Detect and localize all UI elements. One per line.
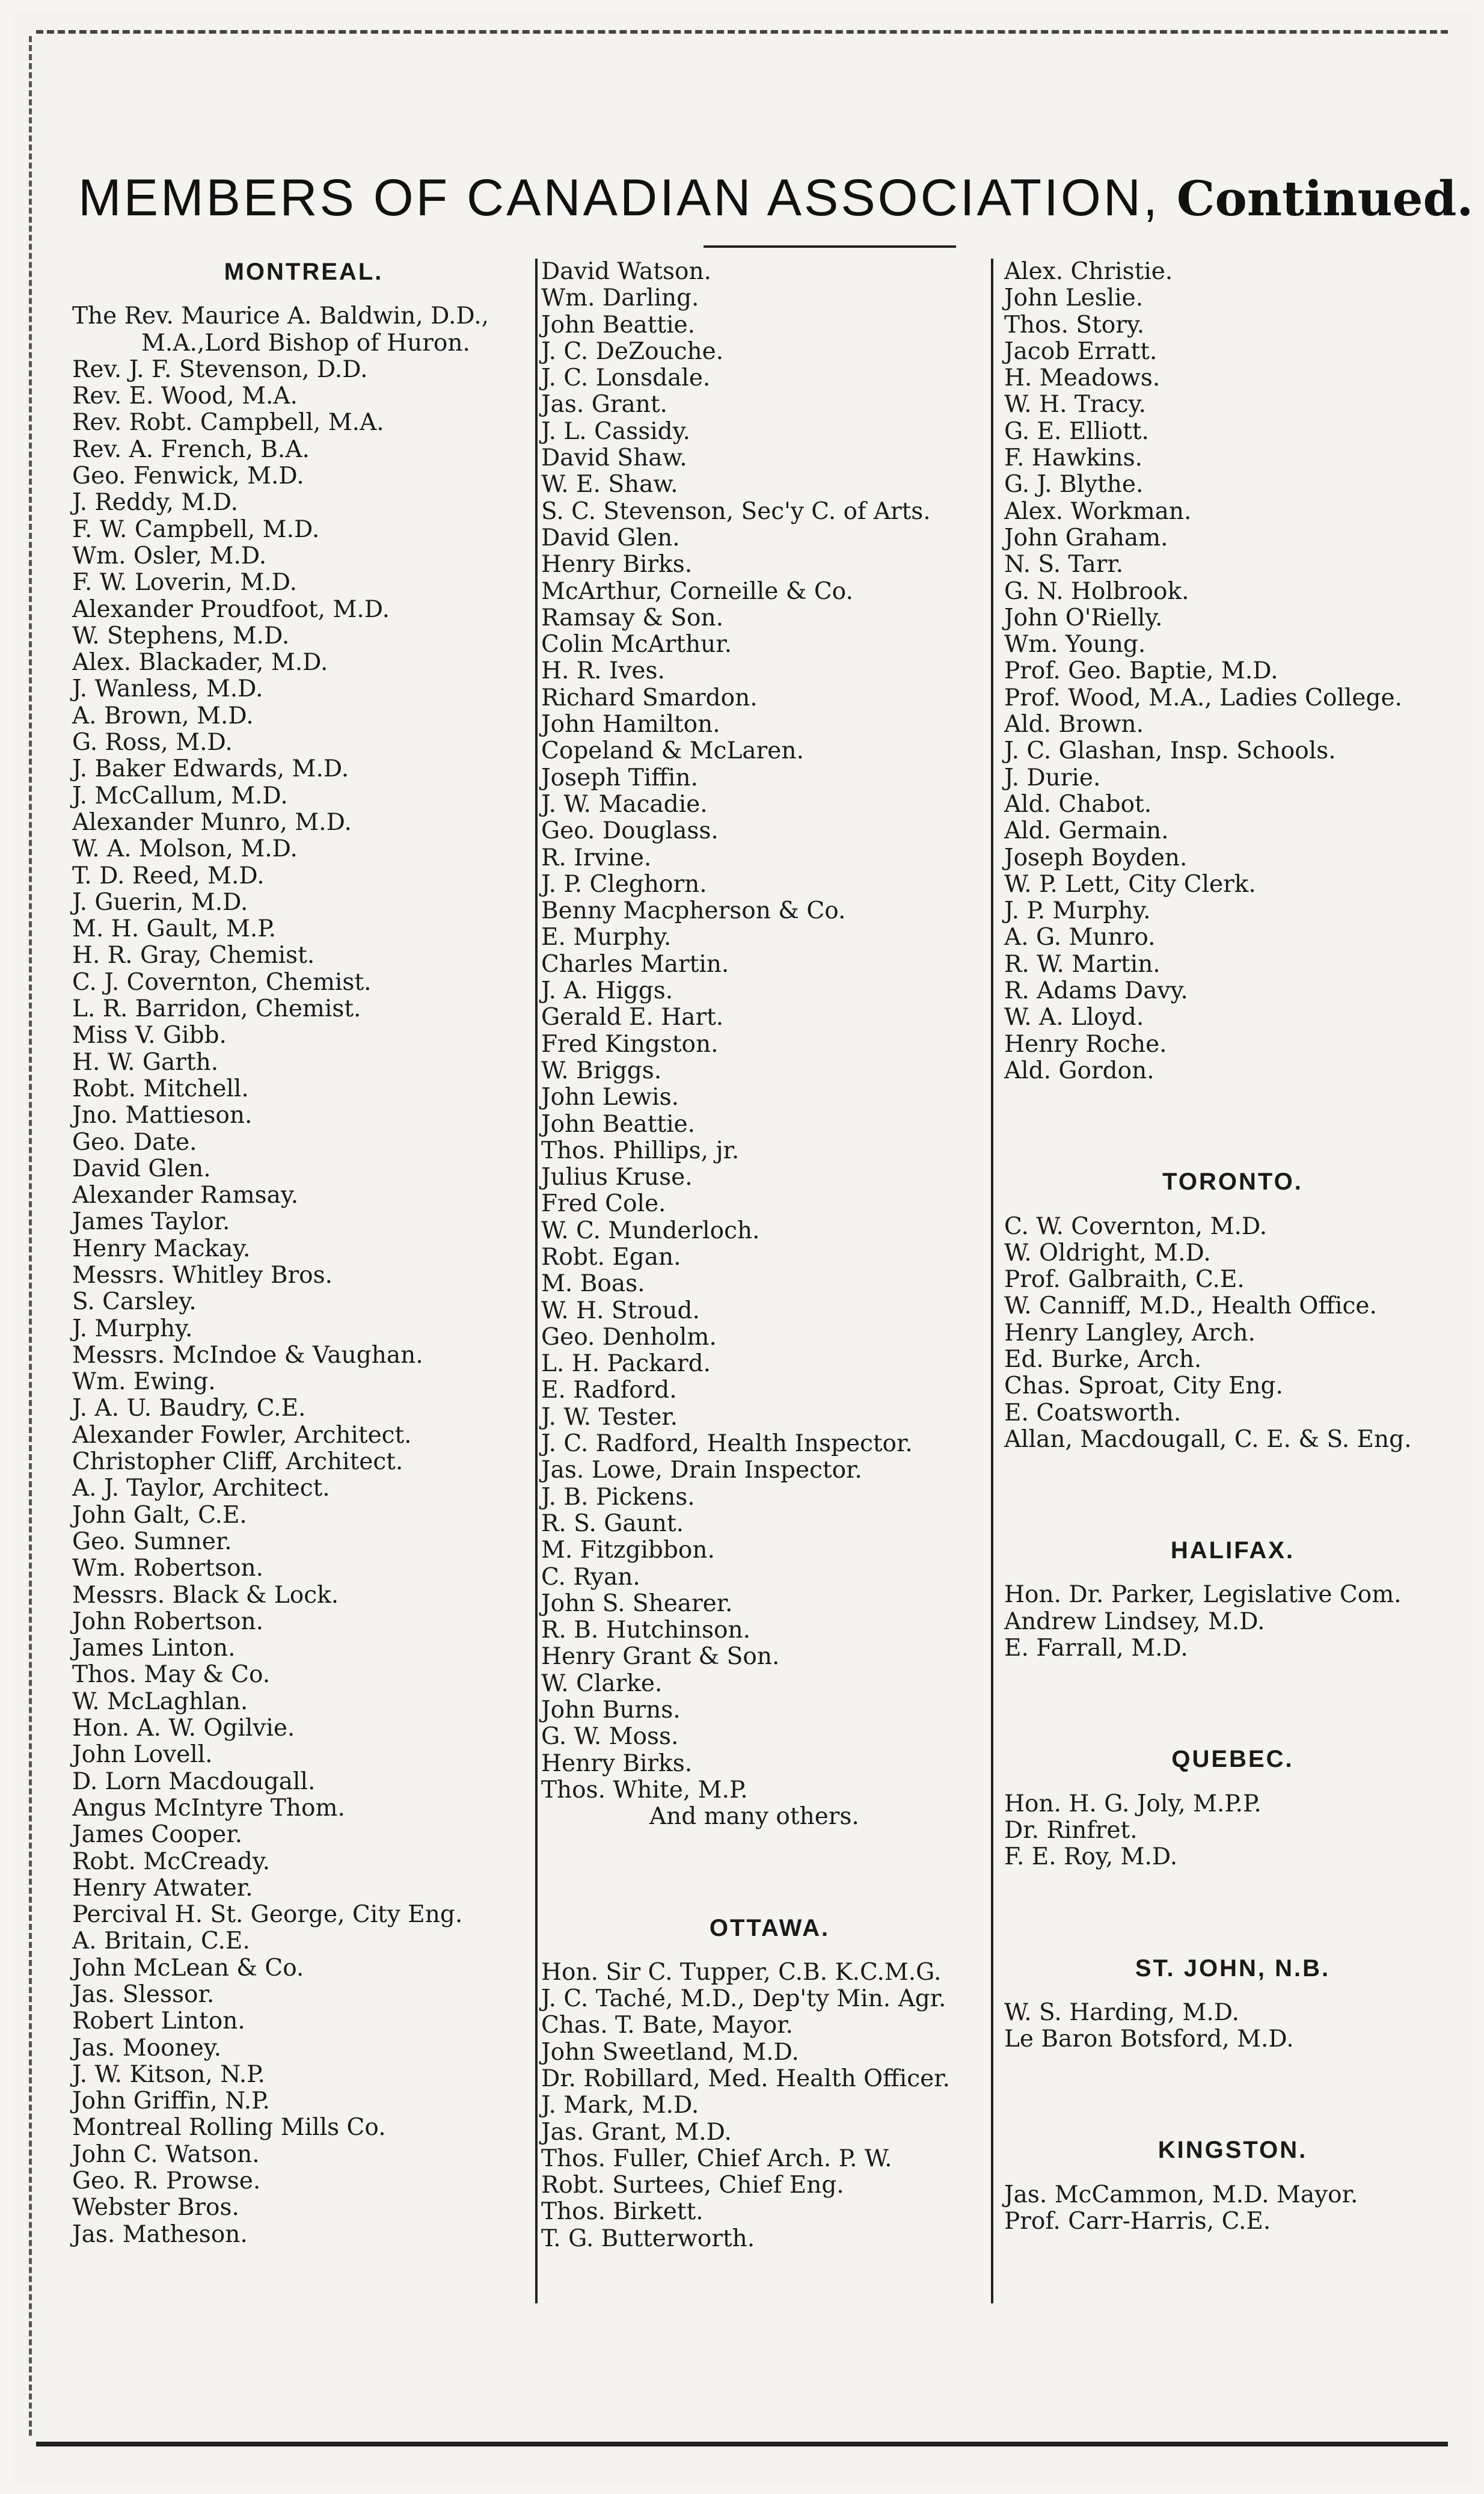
member-entry: F. Hawkins. [1004,444,1143,472]
member-entry: Wm. Osler, M.D. [72,542,267,570]
section-spacer [1004,1773,1461,1791]
member-entry: R. W. Martin. [1004,950,1161,978]
member-entry: W. E. Shaw. [541,471,678,499]
member-entry: M. Boas. [541,1270,645,1298]
member-entry: W. Stephens, M.D. [72,622,290,650]
member-entry: F. W. Loverin, M.D. [72,569,297,597]
member-entry: Rev. A. French, B.A. [72,435,310,463]
member-entry: J. P. Cleghorn. [541,870,707,898]
member-entry: Le Baron Botsford, M.D. [1004,2026,1294,2053]
member-entry: David Watson. [541,258,712,285]
member-entry: Alex. Workman. [1004,497,1192,525]
member-entry: Charles Martin. [541,950,729,978]
member-entry: Chas. T. Bate, Mayor. [541,2012,794,2039]
member-entry: Messrs. McIndoe & Vaughan. [72,1341,423,1369]
member-entry: Ald. Chabot. [1004,790,1152,818]
member-entry: N. S. Tarr. [1004,551,1124,579]
page-title-main: MEMBERS OF CANADIAN ASSOCIATION, [78,169,1160,227]
member-entry: M. Fitzgibbon. [541,1537,715,1564]
member-entry: Fred Kingston. [541,1030,719,1058]
member-entry: E. Murphy. [541,924,672,951]
member-entry: J. C. DeZouche. [541,337,724,365]
member-entry: John Griffin, N.P. [72,2087,270,2115]
section-spacer [1004,1662,1461,1746]
member-entry: Hon. Dr. Parker, Legislative Com. [1004,1581,1402,1609]
member-entry: Alexander Ramsay. [72,1182,299,1209]
member-entry: Robt. McCready. [72,1847,271,1875]
member-entry: Alex. Christie. [1004,258,1173,285]
member-entry: J. Reddy, M.D. [72,489,239,517]
member-entry: W. C. Munderloch. [541,1217,760,1244]
member-entry: Thos. Birkett. [541,2198,704,2226]
member-entry: The Rev. Maurice A. Baldwin, D.D., [72,303,489,330]
section-heading-stjohn: ST. JOHN, N.B. [1135,1955,1331,1982]
member-entry: Dr. Rinfret. [1004,1816,1138,1844]
member-entry: T. G. Butterworth. [541,2225,755,2252]
column-divider-1 [535,259,538,2303]
member-entry: W. Briggs. [541,1057,662,1084]
member-entry: John Hamilton. [541,711,720,739]
member-entry: Geo. Denholm. [541,1323,717,1351]
member-entry: Thos. White, M.P. [541,1776,748,1804]
member-entry: Prof. Carr-Harris, C.E. [1004,2208,1271,2235]
member-entry: Jacob Erratt. [1004,337,1157,365]
member-entry: F. W. Campbell, M.D. [72,515,320,543]
member-entry: John Graham. [1004,524,1168,551]
member-entry: Miss V. Gibb. [72,1022,227,1049]
member-entry: Prof. Geo. Baptie, M.D. [1004,657,1278,685]
member-entry: James Linton. [72,1635,236,1662]
member-entry: H. R. Ives. [541,657,665,685]
member-entry: J. Murphy. [72,1315,193,1342]
member-entry: R. Adams Davy. [1004,977,1188,1005]
member-entry: Rev. J. F. Stevenson, D.D. [72,355,368,383]
member-entry: Benny Macpherson & Co. [541,897,846,925]
member-entry: W. H. Tracy. [1004,391,1146,419]
member-entry: David Glen. [541,524,680,551]
section-heading-montreal: MONTREAL. [224,259,384,285]
member-entry: J. A. U. Baudry, C.E. [72,1395,306,1422]
member-entry: J. Durie. [1004,764,1101,791]
member-entry: Robt. Egan. [541,1243,681,1271]
member-entry: Thos. May & Co. [72,1661,271,1689]
column-3 [1004,259,1461,2351]
member-entry: H. R. Gray, Chemist. [72,942,315,969]
member-entry: Geo. Sumner. [72,1528,232,1555]
member-entry: James Cooper. [72,1821,242,1849]
section-spacer [1004,1871,1461,1955]
member-entry: J. A. Higgs. [541,977,673,1005]
member-entry: Rev. Robt. Campbell, M.A. [72,409,384,437]
member-entry: Jas. Slessor. [72,1981,215,2008]
member-entry: Percival H. St. George, City Eng. [72,1901,463,1929]
member-entry: Henry Roche. [1004,1030,1167,1058]
member-entry: Joseph Tiffin. [541,764,698,791]
member-entry: S. Carsley. [72,1288,197,1316]
member-entry: Thos. Phillips, jr. [541,1137,740,1164]
member-entry: John Beattie. [541,1110,696,1138]
member-entry: Joseph Boyden. [1004,844,1188,871]
member-entry: Henry Mackay. [72,1235,251,1262]
member-entry: Robert Linton. [72,2007,245,2035]
member-entry: G. N. Holbrook. [1004,577,1189,605]
member-entry: Wm. Ewing. [72,1368,216,1396]
member-entry: Colin McArthur. [541,631,732,659]
member-entry: Montreal Rolling Mills Co. [72,2114,386,2142]
section-spacer [1004,2053,1461,2137]
member-entry: Ald. Gordon. [1004,1057,1154,1084]
member-entry: John Lewis. [541,1084,679,1111]
member-entry: Messrs. Whitley Bros. [72,1261,333,1289]
member-entry: C. W. Covernton, M.D. [1004,1212,1268,1240]
member-entry: J. Baker Edwards, M.D. [72,755,349,783]
member-entry: Julius Kruse. [541,1164,693,1191]
member-entry: John McLean & Co. [72,1954,304,1982]
member-entry: Thos. Story. [1004,311,1145,339]
member-entry: Wm. Darling. [541,284,699,312]
member-entry: J. C. Radford, Health Inspector. [541,1430,913,1458]
member-entry: Ramsay & Son. [541,604,724,631]
member-entry: J. Guerin, M.D. [72,888,248,916]
column-2 [541,259,998,2351]
member-entry: Geo. Fenwick, M.D. [72,462,304,490]
member-entry: Robt. Mitchell. [72,1075,249,1102]
member-entry: L. H. Packard. [541,1350,711,1378]
member-entry: Jas. Matheson. [72,2220,248,2248]
member-entry: Chas. Sproat, City Eng. [1004,1372,1283,1400]
member-entry: J. L. Cassidy. [541,417,690,445]
member-entry: J. W. Tester. [541,1403,678,1431]
member-entry: M. H. Gault, M.P. [72,915,277,943]
member-entry: J. C. Glashan, Insp. Schools. [1004,737,1336,765]
member-entry: W. Canniff, M.D., Health Office. [1004,1292,1377,1320]
member-entry: G. E. Elliott. [1004,417,1149,445]
member-entry: John Lovell. [72,1741,213,1769]
section-heading-ottawa: OTTAWA. [709,1914,830,1941]
member-entry: R. B. Hutchinson. [541,1617,750,1644]
member-entry: R. S. Gaunt. [541,1510,684,1537]
section-spacer [541,1831,998,1915]
member-entry: John Galt, C.E. [72,1501,247,1529]
member-entry: Geo. Douglass. [541,817,719,845]
member-entry: Wm. Young. [1004,631,1146,659]
title-underline [704,245,956,248]
member-entry: Geo. R. Prowse. [72,2167,261,2195]
member-entry: Alexander Munro, M.D. [72,808,352,836]
section-spacer [1004,1196,1461,1214]
member-entry: Richard Smardon. [541,684,758,711]
member-entry: Christopher Cliff, Architect. [72,1448,403,1476]
member-entry: J. C. Taché, M.D., Dep'ty Min. Agr. [541,1985,946,2013]
member-entry: Prof. Wood, M.A., Ladies College. [1004,684,1402,711]
member-entry: G. Ross, M.D. [72,729,233,757]
member-entry: L. R. Barridon, Chemist. [72,995,361,1023]
left-border-rule [29,36,32,2436]
member-entry: J. Wanless, M.D. [72,675,263,703]
member-entry: Henry Birks. [541,551,693,579]
bottom-border-rule [36,2442,1448,2446]
member-entry: Jas. Grant. [541,391,667,419]
member-entry: C. Ryan. [541,1563,640,1591]
member-entry: Ald. Germain. [1004,817,1169,845]
member-entry: Messrs. Black & Lock. [72,1581,339,1609]
member-entry: Jas. Grant, M.D. [541,2118,732,2146]
member-entry: G. W. Moss. [541,1723,679,1751]
top-border-rule [36,30,1448,34]
member-entry: James Taylor. [72,1208,230,1236]
member-entry: W. S. Harding, M.D. [1004,1998,1240,2026]
member-entry: Ald. Brown. [1004,711,1144,739]
member-entry: W. A. Lloyd. [1004,1004,1144,1031]
member-entry: E. Radford. [541,1377,677,1404]
member-entry: John Leslie. [1004,284,1144,312]
member-entry: John O'Rielly. [1004,604,1163,631]
closing-line: And many others. [649,1803,859,1831]
member-entry: John C. Watson. [72,2140,260,2168]
member-entry: Geo. Date. [72,1128,197,1156]
member-entry: John Robertson. [72,1608,263,1635]
member-entry: Copeland & McLaren. [541,737,804,765]
member-entry: E. Coatsworth. [1004,1399,1182,1427]
member-entry: Prof. Galbraith, C.E. [1004,1266,1245,1294]
member-entry: F. E. Roy, M.D. [1004,1843,1178,1871]
member-entry: John Burns. [541,1697,681,1724]
member-entry: Henry Langley, Arch. [1004,1319,1256,1347]
member-entry: J. P. Murphy. [1004,897,1151,925]
member-entry: Fred Cole. [541,1190,666,1218]
member-entry: Webster Bros. [72,2194,239,2222]
section-heading-kingston: KINGSTON. [1157,2137,1308,2164]
member-entry: Gerald E. Hart. [541,1004,724,1031]
section-spacer [1004,1564,1461,1582]
page-title [78,168,1474,228]
member-entry: Jas. McCammon, M.D. Mayor. [1004,2181,1358,2208]
member-entry: Henry Birks. [541,1749,693,1777]
member-entry: J. B. Pickens. [541,1483,695,1511]
member-entry: Jas. Lowe, Drain Inspector. [541,1457,862,1484]
member-entry: McArthur, Corneille & Co. [541,577,853,605]
member-entry: H. Meadows. [1004,364,1161,392]
member-entry: D. Lorn Macdougall. [72,1768,316,1795]
member-entry: Rev. E. Wood, M.A. [72,382,298,410]
member-entry: J. W. Kitson, N.P. [72,2060,265,2088]
member-entry: W. Clarke. [541,1669,663,1697]
member-entry: Henry Grant & Son. [541,1643,780,1671]
member-entry: R. Irvine. [541,844,652,871]
document-page [12,12,1472,2482]
section-spacer [72,285,535,303]
member-entry: J. McCallum, M.D. [72,782,288,809]
member-entry: Dr. Robillard, Med. Health Officer. [541,2065,950,2092]
member-entry: C. J. Covernton, Chemist. [72,968,372,996]
member-entry: Wm. Robertson. [72,1555,264,1582]
section-spacer [1004,1982,1461,2000]
member-entry: Hon. Sir C. Tupper, C.B. K.C.M.G. [541,1958,942,1986]
member-entry: Ed. Burke, Arch. [1004,1345,1202,1373]
member-entry: J. C. Lonsdale. [541,364,711,392]
member-entry: Alexander Fowler, Architect. [72,1421,412,1449]
column-1 [72,259,535,2351]
member-entry: David Glen. [72,1155,211,1182]
section-spacer [1004,2164,1461,2182]
member-entry: Robt. Surtees, Chief Eng. [541,2172,844,2199]
member-entry: A. Britain, C.E. [72,1927,250,1955]
member-entry: Alex. Blackader, M.D. [72,649,328,677]
member-entry: A. G. Munro. [1004,924,1156,951]
member-entry: T. D. Reed, M.D. [72,862,265,889]
member-entry: G. J. Blythe. [1004,471,1144,499]
member-entry: John Beattie. [541,311,696,339]
member-entry: W. A. Molson, M.D. [72,835,298,863]
section-heading-toronto: TORONTO. [1162,1169,1303,1196]
member-entry: David Shaw. [541,444,687,472]
member-entry: John S. Shearer. [541,1589,733,1617]
member-entry: J. Mark, M.D. [541,2092,699,2119]
member-entry: A. Brown, M.D. [72,702,254,729]
section-spacer [1004,1453,1461,1537]
section-spacer [1004,1084,1461,1169]
member-entry: Jas. Mooney. [72,2034,222,2062]
member-entry: Hon. H. G. Joly, M.P.P. [1004,1790,1262,1817]
section-heading-quebec: QUEBEC. [1171,1746,1294,1773]
member-entry: W. H. Stroud. [541,1297,700,1324]
member-entry: Alexander Proudfoot, M.D. [72,595,390,623]
member-entry: Andrew Lindsey, M.D. [1004,1608,1265,1635]
member-entry: Henry Atwater. [72,1874,253,1902]
page-title-suffix: Continued. [1176,170,1474,227]
member-entry: Angus McIntyre Thom. [72,1794,345,1822]
member-entry: John Sweetland, M.D. [541,2038,799,2066]
member-entry: S. C. Stevenson, Sec'y C. of Arts. [541,497,931,525]
member-entry: W. P. Lett, City Clerk. [1004,870,1256,898]
member-entry: W. McLaghlan. [72,1688,248,1715]
member-entry: Allan, Macdougall, C. E. & S. Eng. [1004,1425,1412,1453]
member-entry: H. W. Garth. [72,1048,219,1076]
section-heading-halifax: HALIFAX. [1170,1537,1295,1564]
member-entry: A. J. Taylor, Architect. [72,1475,330,1502]
member-entry: M.A.,Lord Bishop of Huron. [141,329,470,357]
member-entry: Jno. Mattieson. [72,1102,253,1129]
member-entry: Thos. Fuller, Chief Arch. P. W. [541,2145,892,2172]
member-entry: W. Oldright, M.D. [1004,1239,1211,1267]
member-entry: J. W. Macadie. [541,790,708,818]
member-entry: Hon. A. W. Ogilvie. [72,1715,295,1742]
member-entry: E. Farrall, M.D. [1004,1635,1188,1662]
section-spacer [541,1941,998,1959]
